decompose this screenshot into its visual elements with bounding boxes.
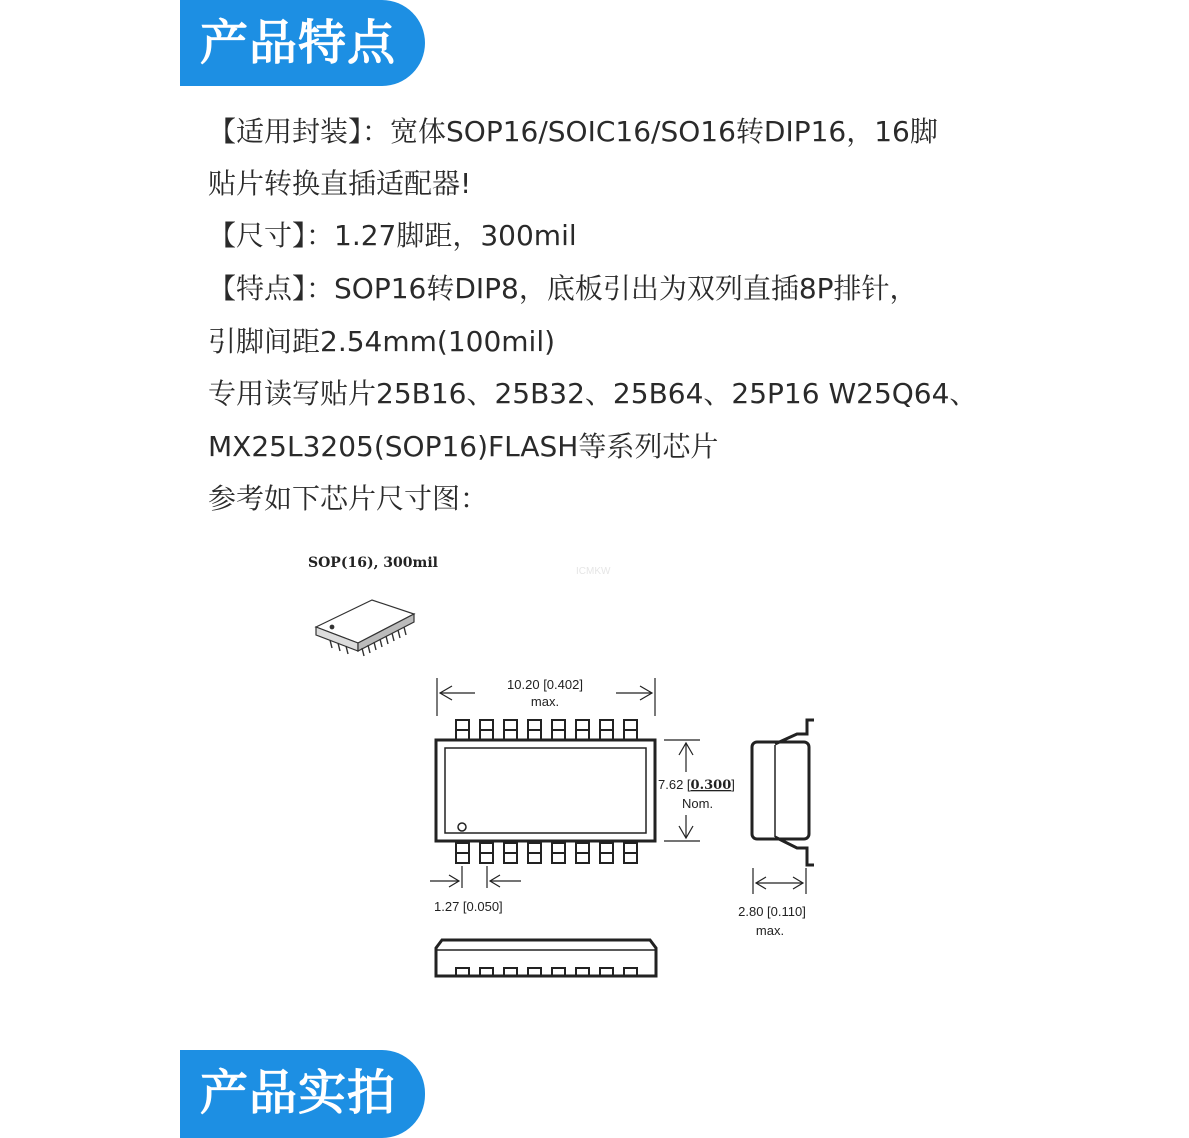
description-line-4: 【特点】：SOP16转DIP8，底板引出为双列直插8P排针， [208,272,918,305]
section-header-features [180,0,425,86]
width-dim-note: max. [530,694,560,709]
height-dim-label: 7.62 [0.300] [658,777,735,793]
description-line-8: 参考如下芯片尺寸图： [208,482,489,515]
section-header-photos [180,1050,425,1138]
description-line-1: 【适用封装】：宽体SOP16/SOIC16/SO16转DIP16，16脚 [208,115,938,148]
top-pins [456,720,637,740]
description-line-5: 引脚间距2.54mm(100mil) [208,325,556,358]
section-title-photos: 产品实拍 [200,1065,397,1121]
section-title-features: 产品特点 [200,15,397,71]
sop16-package-drawing [300,540,860,1000]
description-line-7: MX25L3205(SOP16)FLASH等系列芯片 [208,430,719,463]
description-line-3: 【尺寸】：1.27脚距，300mil [208,219,577,252]
thickness-dim-note: max. [755,923,785,938]
chip-body-top-view [436,740,655,841]
watermark: ICMKW [576,566,611,577]
height-dim-note: Nom. [682,796,714,811]
description-line-6: 专用读写贴片25B16、25B32、25B64、25P16 W25Q64、 [208,377,978,410]
description-line-2: 贴片转换直插适配器! [208,167,472,200]
thickness-dim-label: 2.80 [0.110] [738,904,806,919]
pitch-dim-label: 1.27 [0.050] [434,899,503,914]
chip-front-view [436,940,656,976]
bottom-pins [456,843,637,863]
chip-3d-icon [316,600,414,656]
chip-side-view [752,720,814,865]
width-dim-label: 10.20 [0.402] [507,677,583,692]
pitch-dimension [430,866,521,888]
thickness-dimension [753,868,806,894]
package-label: SOP(16), 300mil [308,555,438,571]
